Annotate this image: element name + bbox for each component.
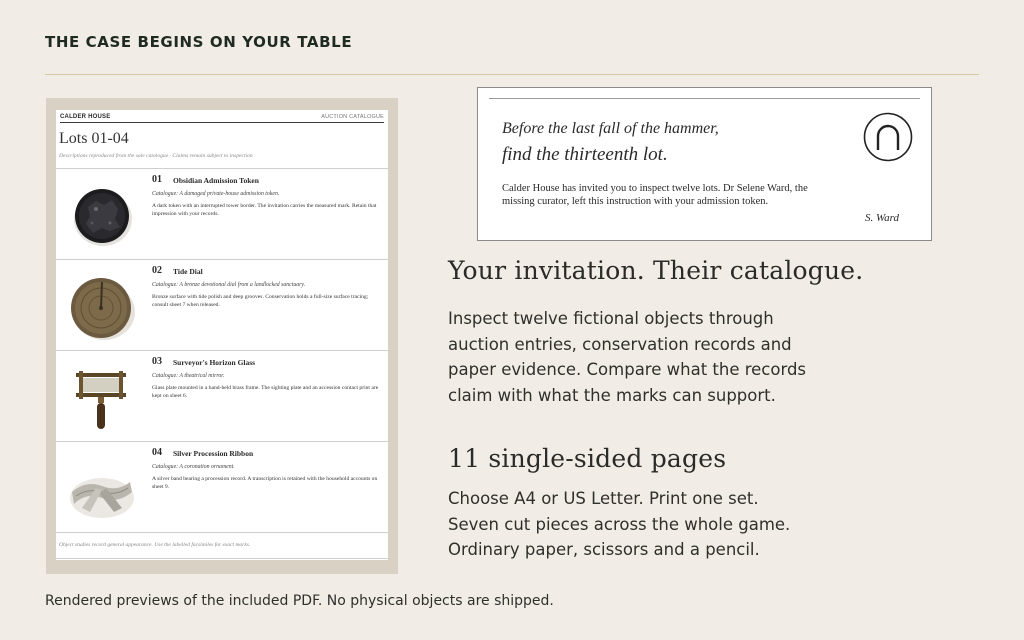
catalogue-footer: Object studies record general appearance. Use the labelled facsimiles for exact marks. bbox=[56, 532, 388, 548]
shipping-footnote: Rendered previews of the included PDF. No physical objects are shipped. bbox=[45, 593, 554, 609]
lot-description: A dark token with an interrupted tower border. The invitation carries the measured mark. Retain that impression with your records. bbox=[152, 203, 377, 217]
lot-entry bbox=[56, 350, 388, 441]
section-body-invitation bbox=[448, 306, 806, 408]
lot-description: Bronze surface with tide polish and deep grooves. Conservation holds a full-size surface tracing; consult sheet 7 when released. bbox=[152, 294, 369, 308]
lot-description: A silver band bearing a procession record. A transcription is retained with the household accounts on sheet 9. bbox=[152, 476, 378, 490]
body-line: Choose A4 or US Letter. Print one set. bbox=[448, 489, 759, 508]
body-line: Inspect twelve fictional objects through bbox=[448, 309, 774, 328]
lot-number: 02 bbox=[152, 265, 162, 276]
lot-name: Silver Procession Ribbon bbox=[173, 449, 254, 458]
catalogue-title: Lots 01-04 bbox=[59, 130, 129, 147]
heading-divider bbox=[45, 74, 979, 75]
invitation-signature: S. Ward bbox=[864, 212, 899, 224]
body-line: Ordinary paper, scissors and a pencil. bbox=[448, 540, 760, 559]
invitation-card bbox=[477, 87, 932, 241]
horizon-glass-icon bbox=[66, 361, 138, 433]
catalogue-house-name: CALDER HOUSE bbox=[60, 114, 111, 120]
lot-entry bbox=[56, 259, 388, 350]
page-heading: THE CASE BEGINS ON YOUR TABLE bbox=[45, 33, 353, 51]
body-line: paper evidence. Compare what the records bbox=[448, 360, 807, 379]
section-title-pages: 11 single-sided pages bbox=[448, 444, 727, 473]
section-body-pages bbox=[448, 486, 790, 563]
tide-dial-icon bbox=[66, 270, 138, 342]
catalogue-subtitle: Descriptions reproduced from the sale catalogue · Claims remain subject to inspection bbox=[59, 153, 253, 159]
invitation-line-1: Before the last fall of the hammer, bbox=[502, 120, 719, 137]
invitation-line-2: find the thirteenth lot. bbox=[502, 144, 668, 165]
body-line: auction entries, conservation records and bbox=[448, 334, 792, 354]
body-line: Seven cut pieces across the whole game. bbox=[448, 514, 791, 534]
invitation-body: Calder House has invited you to inspect twelve lots. Dr Selene Ward, the missing curator, left this instruction with your admission token. bbox=[502, 183, 808, 207]
arch-seal-icon bbox=[863, 112, 913, 162]
lot-catalogue-claim: Catalogue: A theatrical mirror. bbox=[152, 373, 225, 379]
silver-ribbon-icon bbox=[66, 452, 138, 524]
lot-catalogue-claim: Catalogue: A damaged private-house admission token. bbox=[152, 191, 280, 197]
lot-name: Surveyor's Horizon Glass bbox=[173, 358, 256, 367]
invitation-rule bbox=[489, 98, 920, 99]
catalogue-preview bbox=[46, 98, 398, 574]
body-line: claim with what the marks can support. bbox=[448, 385, 776, 405]
obsidian-token-icon bbox=[66, 179, 138, 251]
lot-name: Obsidian Admission Token bbox=[173, 176, 259, 185]
catalogue-sheet bbox=[56, 110, 388, 560]
lot-number: 04 bbox=[152, 447, 162, 458]
lot-name: Tide Dial bbox=[173, 267, 203, 276]
lot-catalogue-claim: Catalogue: A bronze devotional dial from a landlocked sanctuary. bbox=[152, 282, 306, 288]
lot-number: 01 bbox=[152, 174, 162, 185]
lot-entry bbox=[56, 441, 388, 532]
catalogue-header bbox=[60, 113, 384, 123]
catalogue-label: AUCTION CATALOGUE bbox=[321, 114, 384, 120]
lot-catalogue-claim: Catalogue: A coronation ornament. bbox=[152, 464, 235, 470]
section-title-invitation: Your invitation. Their catalogue. bbox=[448, 256, 864, 285]
lot-number: 03 bbox=[152, 356, 162, 367]
catalogue-footer-rule bbox=[56, 558, 388, 559]
lot-entry bbox=[56, 168, 388, 259]
lot-description: Glass plate mounted in a hand-held brass frame. The sighting plate and an accession contact print are kept on sheet 6. bbox=[152, 385, 379, 399]
